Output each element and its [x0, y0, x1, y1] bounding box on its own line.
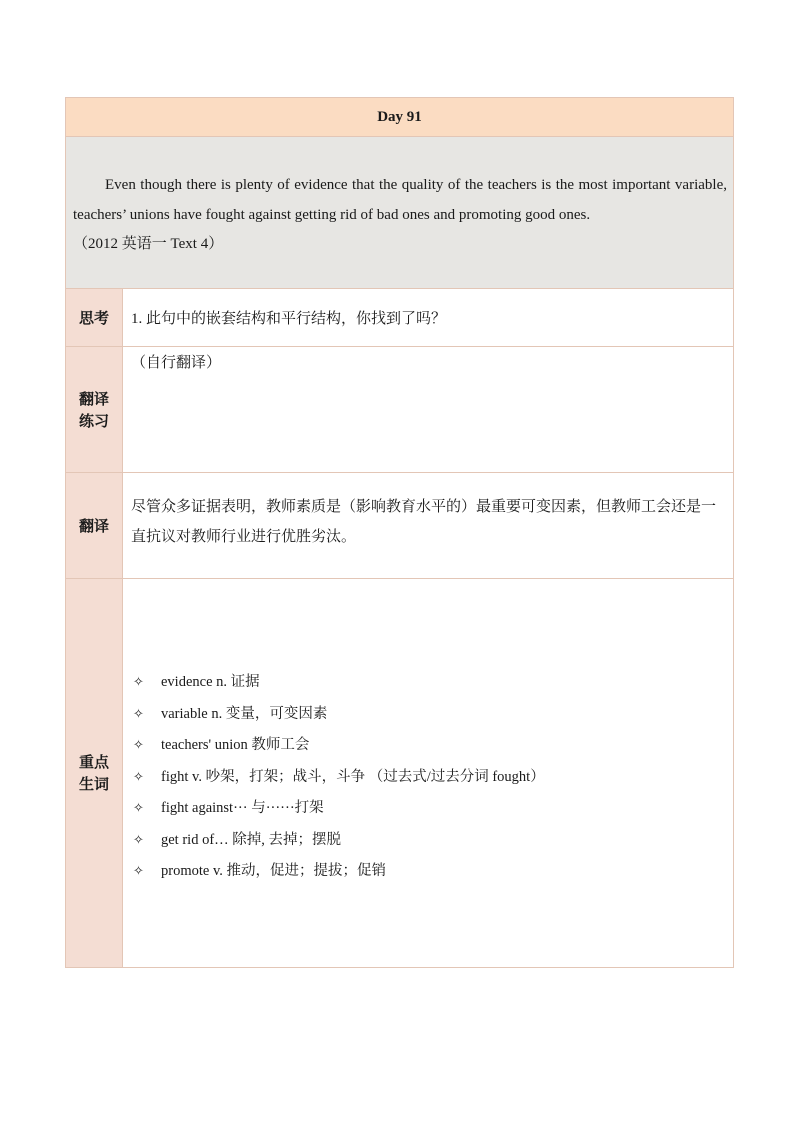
vocab-entry: get rid of… 除掉, 去掉；摆脱 — [161, 831, 342, 848]
list-item — [131, 762, 725, 794]
vocabulary-row — [66, 579, 733, 967]
vocab-entry: evidence n. 证据 — [161, 674, 260, 690]
list-item — [131, 856, 725, 888]
translation-text: 尽管众多证据表明，教师素质是（影响教育水平的）最重要可变因素，但教师工会还是一直抗议对教师行业进行优胜劣汰。 — [131, 499, 717, 545]
english-sentence: Even though there is plenty of evidence that the quality of the teachers is the most important variable, teachers’ unions have fought against getting rid of bad ones and promoting good ones. — [73, 177, 727, 223]
practice-row — [66, 347, 733, 473]
translation-row — [66, 473, 733, 579]
vocabulary-label-line2: 生词 — [78, 775, 109, 793]
think-label: 思考 — [66, 289, 123, 346]
bullet-icon: ✧ — [133, 832, 144, 848]
sentence-source: （2012 英语一 Text 4） — [73, 236, 224, 252]
list-item — [131, 825, 725, 857]
practice-label-line2: 练习 — [78, 411, 109, 430]
bullet-icon: ✧ — [133, 801, 144, 816]
bullet-icon: ✧ — [133, 864, 144, 879]
vocab-entry: promote v. 推动，促进；提拔；促销 — [161, 863, 387, 879]
sentence-block — [66, 137, 733, 289]
study-card — [65, 97, 734, 968]
vocab-entry: fight v. 吵架，打架；战斗，斗争 （过去式/过去分词 fought） — [161, 768, 545, 785]
practice-label — [66, 347, 123, 472]
day-title: Day 91 — [66, 98, 733, 137]
list-item — [131, 730, 725, 762]
bullet-icon: ✧ — [133, 675, 144, 690]
list-item — [131, 793, 725, 825]
vocabulary-area — [123, 579, 733, 967]
think-question: 1. 此句中的嵌套结构和平行结构，你找到了吗？ — [131, 311, 447, 327]
vocab-entry: teachers' union 教师工会 — [161, 737, 310, 753]
vocab-entry: fight against··· 与······打架 — [161, 800, 324, 816]
practice-placeholder: （自行翻译） — [131, 355, 222, 371]
translation-label: 翻译 — [66, 473, 123, 578]
vocab-entry: variable n. 变量，可变因素 — [161, 705, 328, 722]
bullet-icon: ✧ — [133, 769, 144, 785]
vocabulary-list — [131, 667, 725, 888]
vocabulary-label — [66, 579, 123, 967]
bullet-icon: ✧ — [133, 738, 144, 753]
list-item — [131, 667, 725, 699]
practice-label-line1: 翻译 — [78, 389, 109, 408]
list-item — [131, 699, 725, 731]
think-row — [66, 289, 733, 347]
practice-area — [123, 347, 733, 472]
vocabulary-label-line1: 重点 — [78, 753, 109, 771]
bullet-icon: ✧ — [133, 706, 144, 722]
